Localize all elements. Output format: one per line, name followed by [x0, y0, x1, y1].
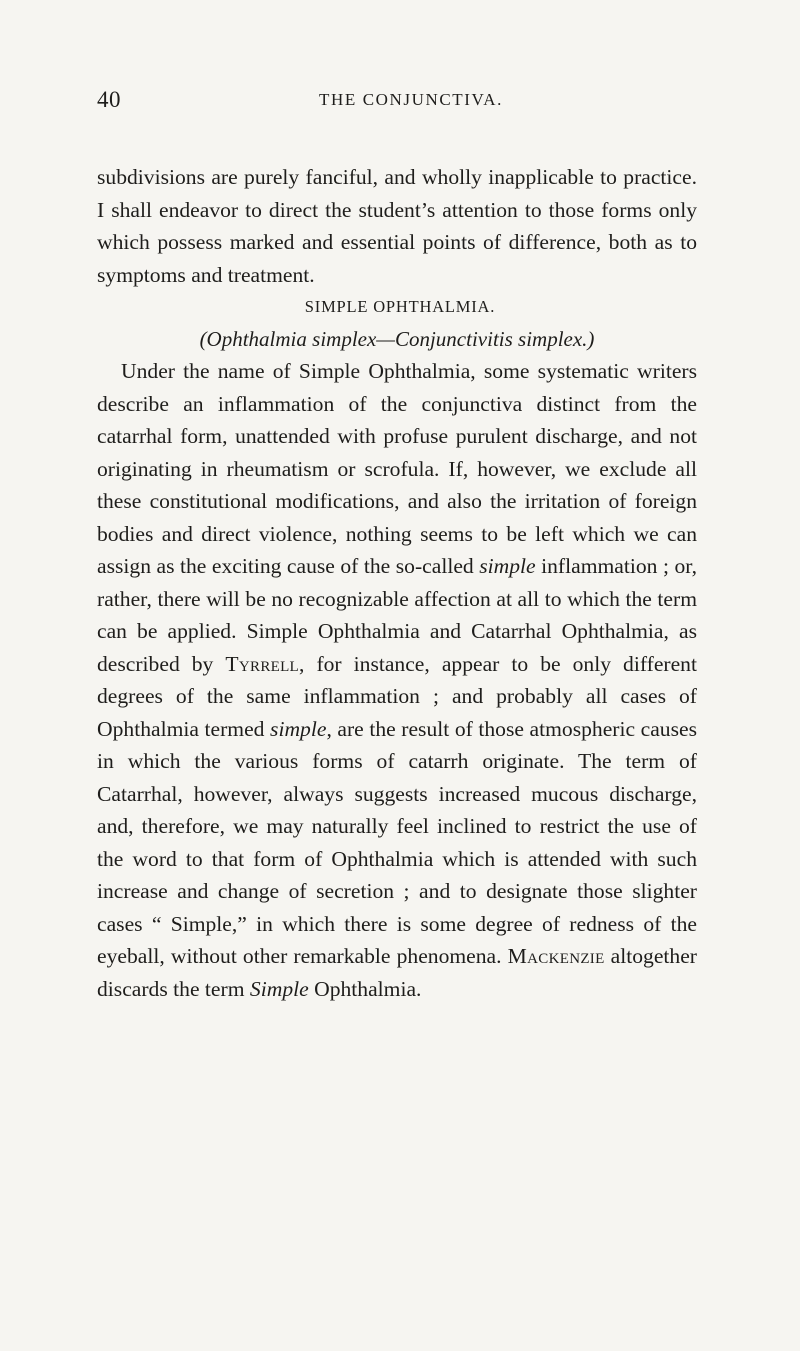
para2-emphasis-3: Simple	[249, 976, 309, 1001]
para2-emphasis-2: simple	[270, 716, 327, 741]
page-number: 40	[97, 87, 121, 112]
paragraph-continued: subdivisions are purely fanciful, and wholly inapplicable to practice. I shall endeavor to direct the student’s attention to those forms only which possess marked and essential points of difference, both as to symptoms and treatment.	[97, 165, 697, 287]
para2-text-3: , for instance, appear to be only different degrees of the same inflammation ; and probably all cases of Ophthalmia termed	[97, 651, 697, 741]
para2-text-1: Under the name of Simple Ophthalmia, some systematic writers describe an inflammation of the conjunctiva distinct from the catarrhal form, unattended with profuse purulent discharge, and not originating in rheumatism or scrofula. If, however, we exclude all these constitutional modifications, and also the irritation of foreign bodies and direct violence, nothing seems to be left which we can assign as the exciting cause of the so-called	[97, 359, 697, 578]
running-title: THE CONJUNCTIVA.	[319, 90, 503, 109]
paragraph-simple-ophthalmia	[97, 355, 697, 1005]
author-name-tyrrell: Tyrrell	[225, 651, 300, 676]
section-heading: SIMPLE OPHTHALMIA.	[304, 297, 496, 316]
body-text	[97, 161, 697, 1005]
para2-text-2: inflammation ; or, rather, there will be no recognizable affection at all to which the term can be applied. Simple Ophthalmia and Catarrhal Ophthalmia, as described by	[97, 554, 697, 676]
para2-emphasis-1: simple	[479, 554, 536, 578]
para2-text-5: altogether discards the term	[97, 944, 697, 1001]
section-subheading	[97, 323, 697, 355]
author-name-mackenzie: Mackenzie	[507, 944, 605, 968]
subheading-text: (Ophthalmia simplex—Conjunctivitis simplex.)	[199, 327, 595, 351]
running-head	[97, 87, 697, 117]
para2-text-4: , are the result of those atmospheric causes in which the various forms of catarrh originate. The term of Catarrhal, however, always suggests increased mucous discharge, and, therefore, we may naturally feel inclined to restrict the use of the word to that form of Ophthalmia which is attended with such increase and change of secretion ; and to designate those slighter cases “ Simple,” in which there is some degree of redness of the eyeball, without other remarkable phenomena.	[97, 716, 697, 968]
para2-text-6: Ophthalmia.	[314, 976, 422, 1001]
